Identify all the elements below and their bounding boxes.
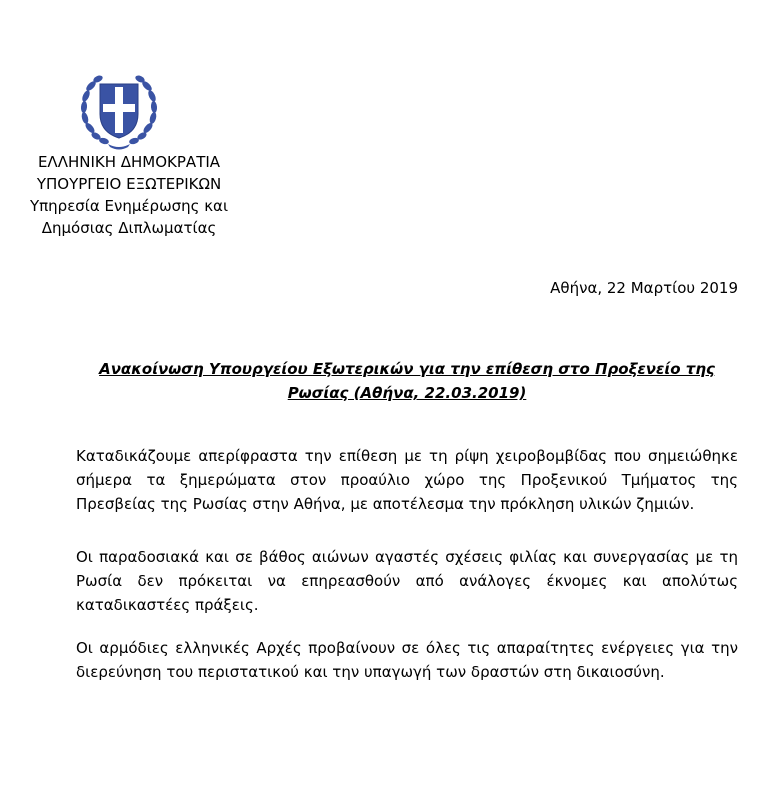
paragraph-line: Οι παραδοσιακά και σε βάθος αιώνων αγαστές σχέσεις φιλίας και συνεργασίας με τη [76,548,738,566]
letterhead-service-line2: Δημόσιας Διπλωματίας [41,219,217,237]
body-paragraph-1 [76,444,738,516]
document-date: Αθήνα, 22 Μαρτίου 2019 [550,279,738,297]
paragraph-line: Οι αρμόδιες ελληνικές Αρχές προβαίνουν σε όλες τις απαραίτητες ενέργειες για την [76,639,738,657]
body-paragraph-3 [76,636,738,684]
paragraph-line: Καταδικάζουμε απερίφραστα την επίθεση με τη ρίψη χειροβομβίδας που σημειώθηκε [76,447,738,465]
greek-coat-of-arms-icon [78,70,160,150]
letterhead-ministry: ΥΠΟΥΡΓΕΙΟ ΕΞΩΤΕΡΙΚΩΝ [36,175,222,193]
letterhead-service-line1: Υπηρεσία Ενημέρωσης και [29,197,229,215]
paragraph-line: καταδικαστέες πράξεις. [76,596,259,614]
document-title-line2: Ρωσίας (Αθήνα, 22.03.2019) [287,384,527,402]
document-title [76,357,738,405]
letterhead [14,151,244,239]
paragraph-line: Ρωσία δεν πρόκειται να επηρεασθούν από ανάλογες έκνομες και απολύτως [76,572,738,590]
paragraph-line: σήμερα τα ξημερώματα στον προαύλιο χώρο της Προξενικού Τμήματος της [76,471,738,489]
paragraph-line: Πρεσβείας της Ρωσίας στην Αθήνα, με αποτέλεσμα την πρόκληση υλικών ζημιών. [76,495,695,513]
paragraph-line: διερεύνηση του περιστατικού και την υπαγωγή των δραστών στη δικαιοσύνη. [76,663,665,681]
body-paragraph-2 [76,545,738,617]
letterhead-republic: ΕΛΛΗΝΙΚΗ ΔΗΜΟΚΡΑΤΙΑ [37,153,221,171]
document-title-line1: Ανακοίνωση Υπουργείου Εξωτερικών για την επίθεση στο Προξενείο της [99,360,715,378]
